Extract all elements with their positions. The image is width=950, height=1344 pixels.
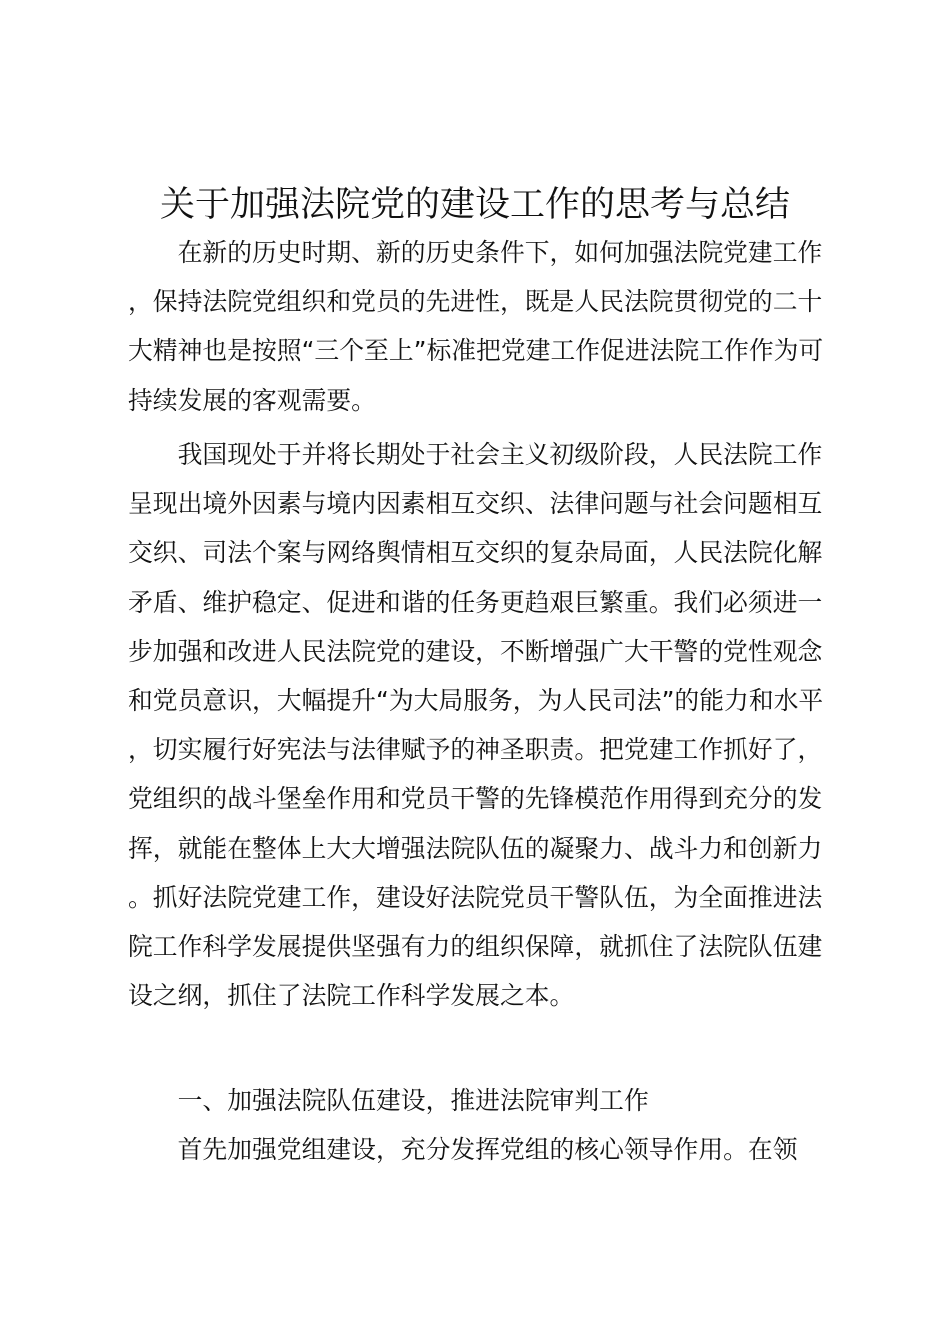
document-title: 关于加强法院党的建设工作的思考与总结 [159,185,790,225]
paragraph-section-start: 首先加强党组建设，充分发挥党组的核心领导作用。在领 [177,1135,798,1164]
paragraph-background: 我国现处于并将长期处于社会主义初级阶段，人民法院工作呈现出境外因素与境内因素相互交织、法律问题与社会问题相互交织、司法个案与网络舆情相互交织的复杂局面，人民法院化解矛盾、维护稳定、促进和谐的任务更趋艰巨繁重。我们必须进一步加强和改进人民法院党的建设，不断增强广大干警的党性观念和党员意识，大幅提升“为大局服务，为人民司法”的能力和水平，切实履行好宪法与法律赋予的神圣职责。把党建工作抓好了，党组织的战斗堡垒作用和党员干警的先锋模范作用得到充分的发挥，就能在整体上大大增强法院队伍的凝聚力、战斗力和创新力。抓好法院党建工作，建设好法院党员干警队伍，为全面推进法院工作科学发展提供坚强有力的组织保障，就抓住了法院队伍建设之纲，抓住了法院工作科学发展之本。 [128,440,824,1011]
paragraph-intro: 在新的历史时期、新的历史条件下，如何加强法院党建工作，保持法院党组织和党员的先进性，既是人民法院贯彻党的二十大精神也是按照“三个至上”标准把党建工作促进法院工作作为可持续发展的客观需要。 [128,238,824,415]
section-heading: 一、加强法院队伍建设，推进法院审判工作 [177,1086,649,1115]
